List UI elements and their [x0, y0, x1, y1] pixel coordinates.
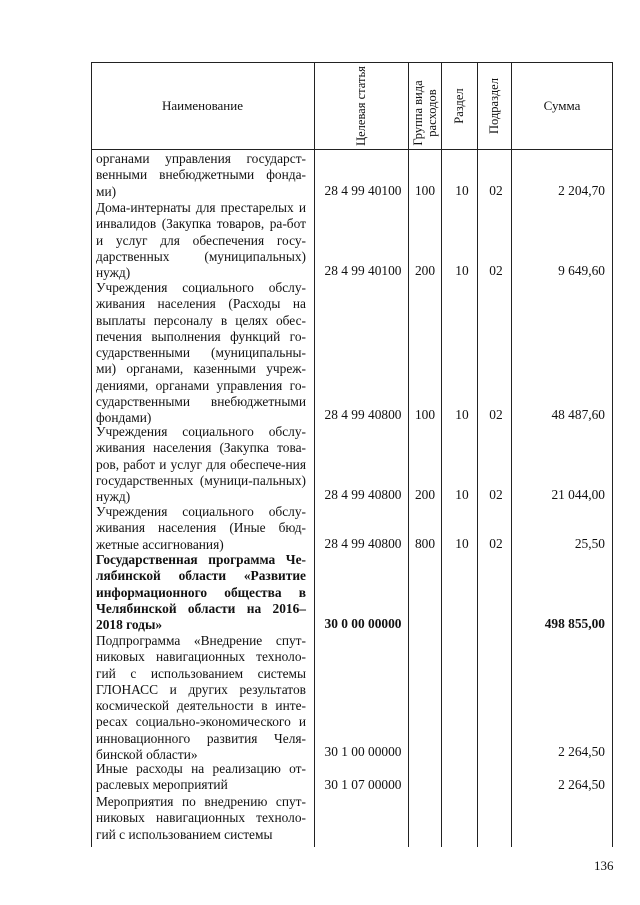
- header-razdel: Раздел: [452, 88, 466, 124]
- row-2-razdel: 10: [455, 407, 469, 422]
- row-1-razdel: 10: [455, 263, 469, 278]
- row-6-code: 30 1 00 00000: [324, 744, 402, 759]
- row-1-podrazdel: 02: [489, 263, 503, 278]
- header-group-text: Группа вида расходов: [411, 80, 439, 146]
- col-border-3: [441, 62, 442, 847]
- row-1-sum: 9 649,60: [558, 263, 605, 278]
- row-4-sum: 25,50: [574, 536, 605, 551]
- row-6-sum: 2 264,50: [558, 744, 605, 759]
- header-code-text: Целевая статья: [354, 66, 368, 146]
- col-border-0: [91, 62, 92, 847]
- row-2-podrazdel: 02: [489, 407, 503, 422]
- row-1-code: 28 4 99 40100: [324, 263, 402, 278]
- col-border-6: [612, 62, 613, 847]
- row-0-razdel: 10: [455, 183, 469, 198]
- col-border-5: [511, 62, 512, 847]
- header-code: [354, 62, 368, 150]
- row-5-code: 30 0 00 00000: [324, 616, 402, 631]
- row-3-name: Учреждения социального обслу-живания населения (Закупка това-ров, работ и услуг для обеспече-ния государственных (муници-пальных) нужд): [96, 424, 306, 505]
- row-1-group: 200: [414, 263, 436, 278]
- row-5-sum: 498 855,00: [544, 616, 605, 631]
- row-0-podrazdel: 02: [489, 183, 503, 198]
- page-number: 136: [594, 858, 614, 873]
- row-3-group: 200: [414, 487, 436, 502]
- row-4-podrazdel: 02: [489, 536, 503, 551]
- row-4-group: 800: [414, 536, 436, 551]
- row-2-sum: 48 487,60: [551, 407, 605, 422]
- col-border-4: [477, 62, 478, 847]
- header-bottom-border: [91, 149, 613, 150]
- row-4-code: 28 4 99 40800: [324, 536, 402, 551]
- row-2-code: 28 4 99 40800: [324, 407, 402, 422]
- col-border-1: [314, 62, 315, 847]
- row-7-sum: 2 264,50: [558, 777, 605, 792]
- row-0-name: органами управления государст-венными внебюджетными фонда-ми): [96, 151, 306, 199]
- row-6-name: Подпрограмма «Внедрение спут-никовых навигационных техноло-гий с использованием системы ГЛОНАСС и других результатов космической деятельности в инте-ресах социально-экономического и инновационного развития Челя-бинской области»: [96, 633, 306, 763]
- row-0-group: 100: [414, 183, 436, 198]
- row-2-group: 100: [414, 407, 436, 422]
- row-3-code: 28 4 99 40800: [324, 487, 402, 502]
- row-8-name: Мероприятия по внедрению спут-никовых навигационных техноло-гий с использованием системы: [96, 794, 306, 842]
- row-3-podrazdel: 02: [489, 487, 503, 502]
- row-0-code: 28 4 99 40100: [324, 183, 402, 198]
- row-1-name: Дома-интернаты для престарелых и инвалидов (Закупка товаров, ра-бот и услуг для обеспечения госу-дарственных (муниципальных) нужд): [96, 200, 306, 281]
- row-5-name: Государственная программа Че-лябинской области «Развитие информационного общества в Челябинской области на 2016–2018 годы»: [96, 552, 306, 633]
- row-7-name: Иные расходы на реализацию от-раслевых мероприятий: [96, 761, 306, 793]
- col-border-2: [408, 62, 409, 847]
- budget-table: [91, 62, 613, 847]
- header-sum: Сумма: [543, 97, 581, 113]
- header-name: Наименование: [162, 97, 243, 113]
- row-7-code: 30 1 07 00000: [324, 777, 402, 792]
- row-3-sum: 21 044,00: [551, 487, 605, 502]
- row-0-sum: 2 204,70: [558, 183, 605, 198]
- header-podrazdel: Подраздел: [487, 78, 501, 134]
- row-2-name: Учреждения социального обслу-живания населения (Расходы на выплаты персоналу в целях обес-печения выполнения функций го-сударственными (муниципальны-ми) органами, казенными учреж-дениями, органами управления го-сударственными внебюджетными фондами): [96, 280, 306, 426]
- header-group: [411, 69, 439, 157]
- row-3-razdel: 10: [455, 487, 469, 502]
- row-4-razdel: 10: [455, 536, 469, 551]
- row-4-name: Учреждения социального обслу-живания населения (Иные бюд-жетные ассигнования): [96, 504, 306, 552]
